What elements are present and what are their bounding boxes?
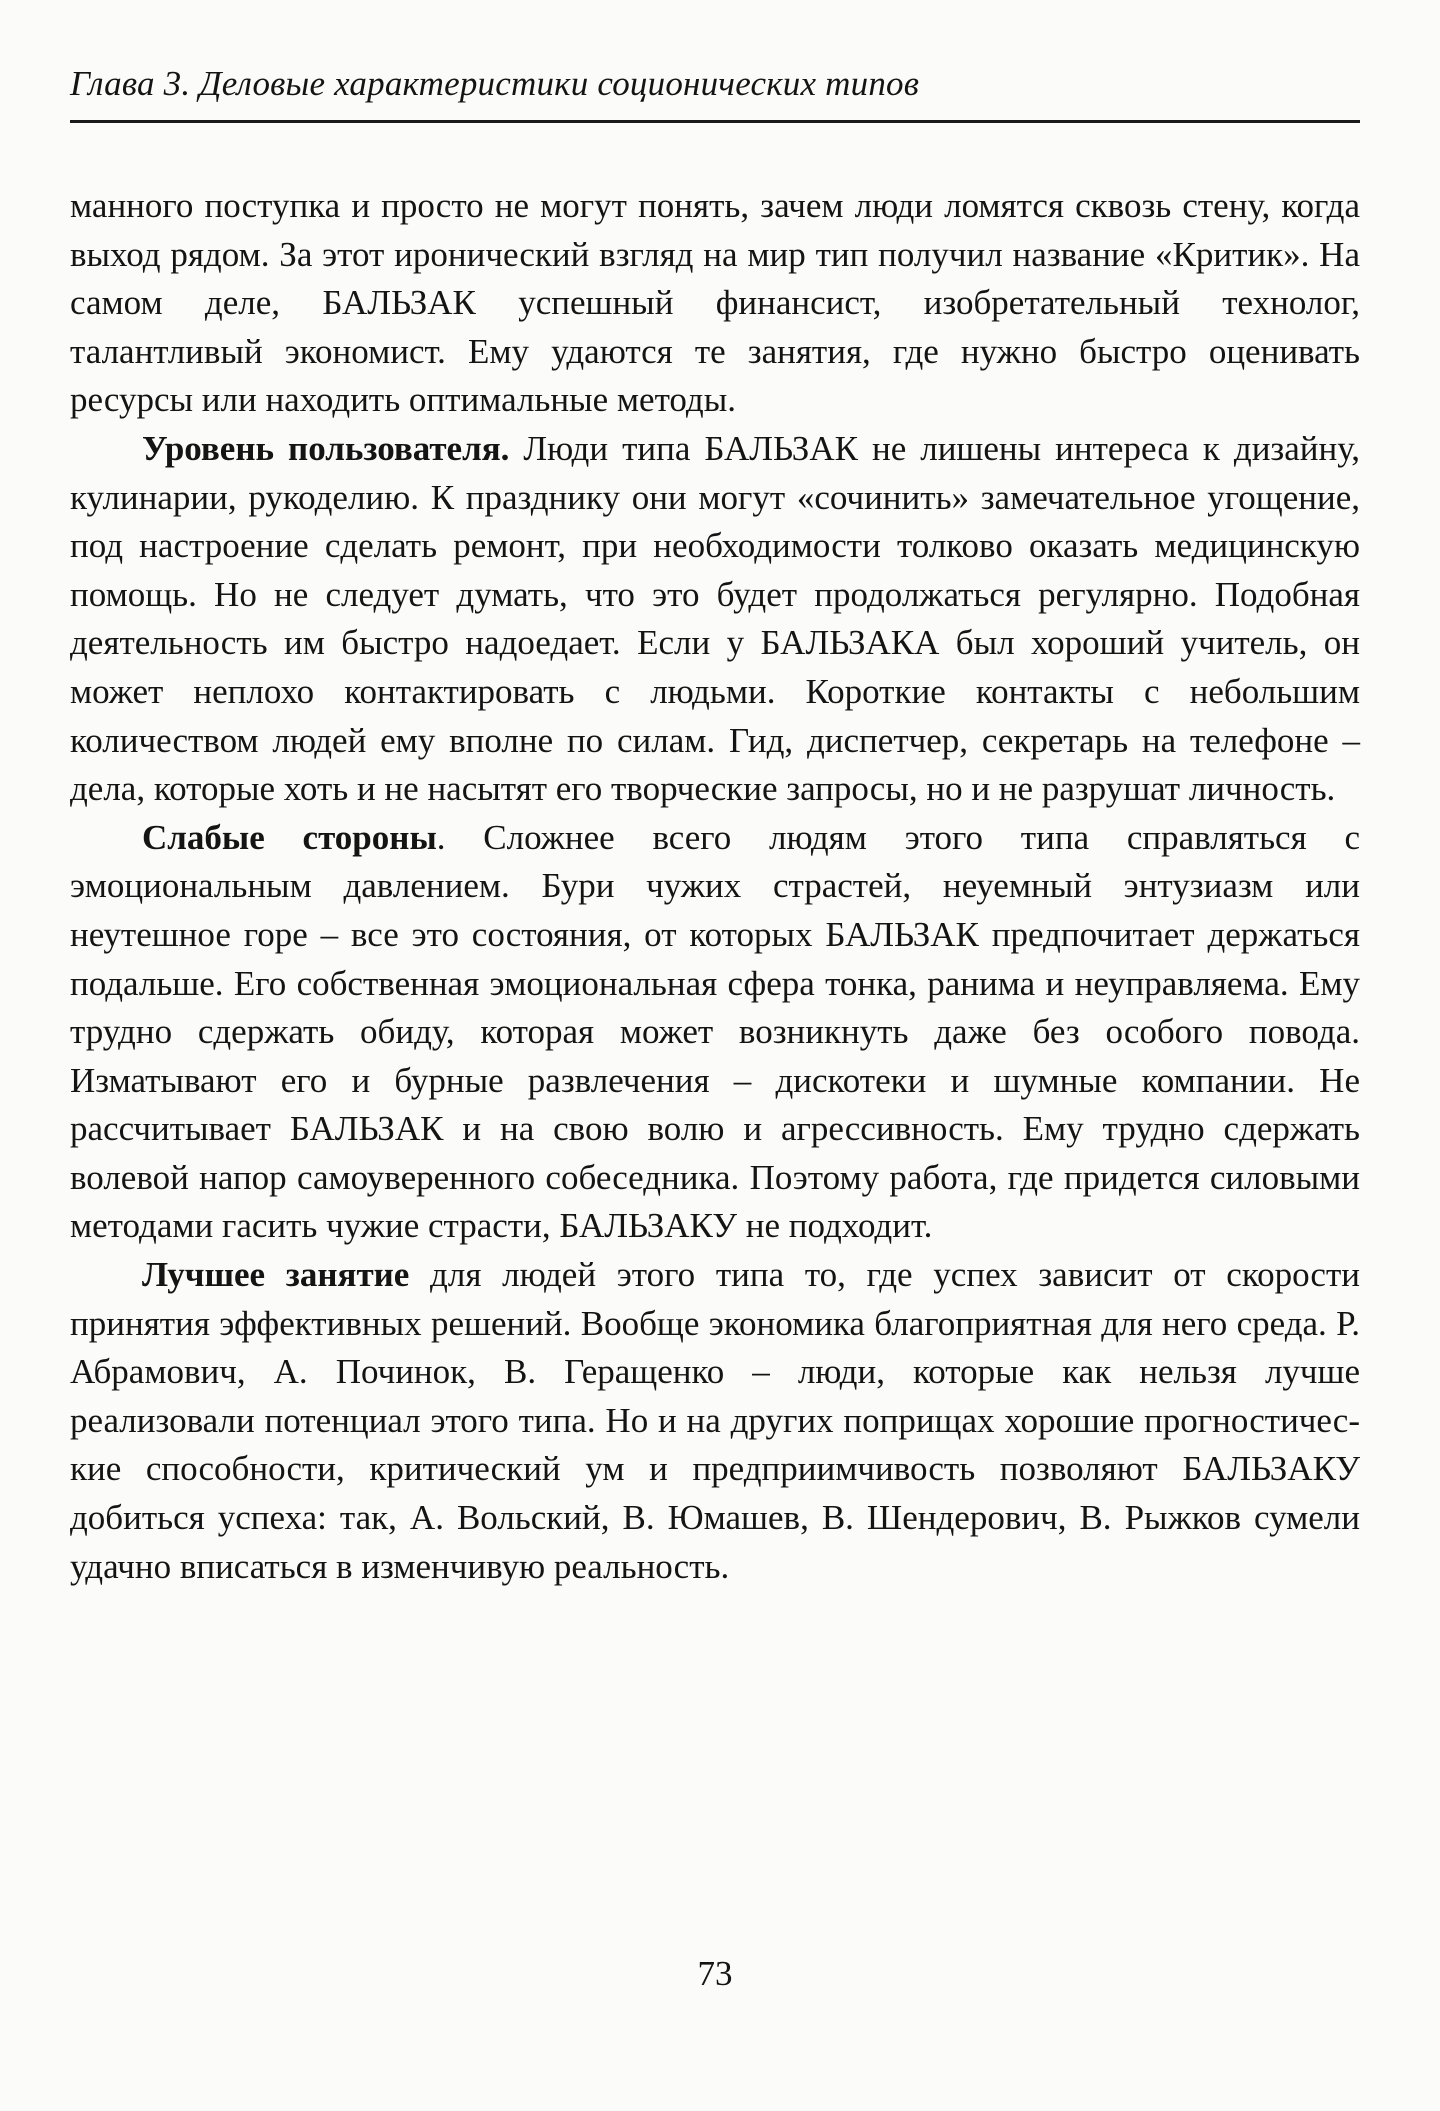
paragraph-lead: Лучшее занятие	[142, 1255, 410, 1295]
book-page	[70, 0, 1360, 2111]
paragraph-weak-sides	[70, 814, 1360, 1251]
paragraph-text: Люди типа БАЛЬЗАК не лишены интереса к дизайну, кулинарии, рукоделию. К празднику они могут «сочинить» замечательное угощение, под настроение сделать ремонт, при необходимости толково оказать медицинскую помощь. Но не следует думать, что это будет продолжаться регулярно. Подобная деятельность им быстро надоедает. Если у БАЛЬЗАКА был хороший учитель, он может неплохо контактировать с людьми. Короткие контакты с небольшим количеством людей ему вполне по силам. Гид, диспетчер, секретарь на телефоне – дела, которые хоть и не насытят его творческие запросы, но и не разрушат личность.	[70, 428, 1360, 809]
paragraph-text: для людей этого типа то, где успех зависит от скорости принятия эффективных решений. Вообще экономика благоприятная для него среда. Р. Абрамович, А. Починок, В. Геращенко – люди, которые как нельзя лучше реализовали потенциал этого типа. Но и на других поприщах хорошие прогностические способности, критический ум и предприимчивость позволяют БАЛЬЗАКУ добиться успеха: так, А. Вольский, В. Юмашев, В. Шендерович, В. Рыжков сумели удачно вписаться в изменчивую реальность.	[70, 1255, 1360, 1586]
running-head: Глава 3. Деловые характеристики соционических типов	[70, 64, 920, 103]
paragraph-best-occupation	[70, 1251, 1360, 1591]
paragraph-continuation	[70, 182, 1360, 425]
paragraph-user-level	[70, 425, 1360, 814]
paragraph-lead: Слабые стороны	[142, 817, 437, 857]
paragraph-text: . Сложнее всего людям этого типа справляться с эмоциональным давлением. Бури чужих страстей, неуемный энтузиазм или неутешное горе – все это состояния, от которых БАЛЬЗАК предпочитает держаться подальше. Его собственная эмоциональная сфера тонка, ранима и неуправляема. Ему трудно сдержать обиду, которая может возникнуть даже без особого повода. Изматывают его и бурные развлечения – дискотеки и шумные компании. Не рассчитывает БАЛЬЗАК и на свою волю и агрессивность. Ему трудно сдержать волевой напор самоуверенного собеседника. Поэтому работа, где придется силовыми методами гасить чужие страсти, БАЛЬЗАКУ не подходит.	[70, 817, 1360, 1246]
page-number: 73	[697, 1954, 733, 1993]
header-rule	[70, 120, 1360, 123]
body-text	[70, 182, 1360, 1591]
paragraph-text: манного поступка и просто не могут понять, зачем люди ломятся сквозь стену, когда выход рядом. За этот иронический взгляд на мир тип получил название «Критик». На самом деле, БАЛЬЗАК успешный финансист, изобретательный технолог, талантливый экономист. Ему удаются те занятия, где нужно быстро оценивать ресурсы или находить оптимальные методы.	[70, 186, 1360, 420]
paragraph-lead: Уровень пользователя.	[142, 428, 510, 468]
